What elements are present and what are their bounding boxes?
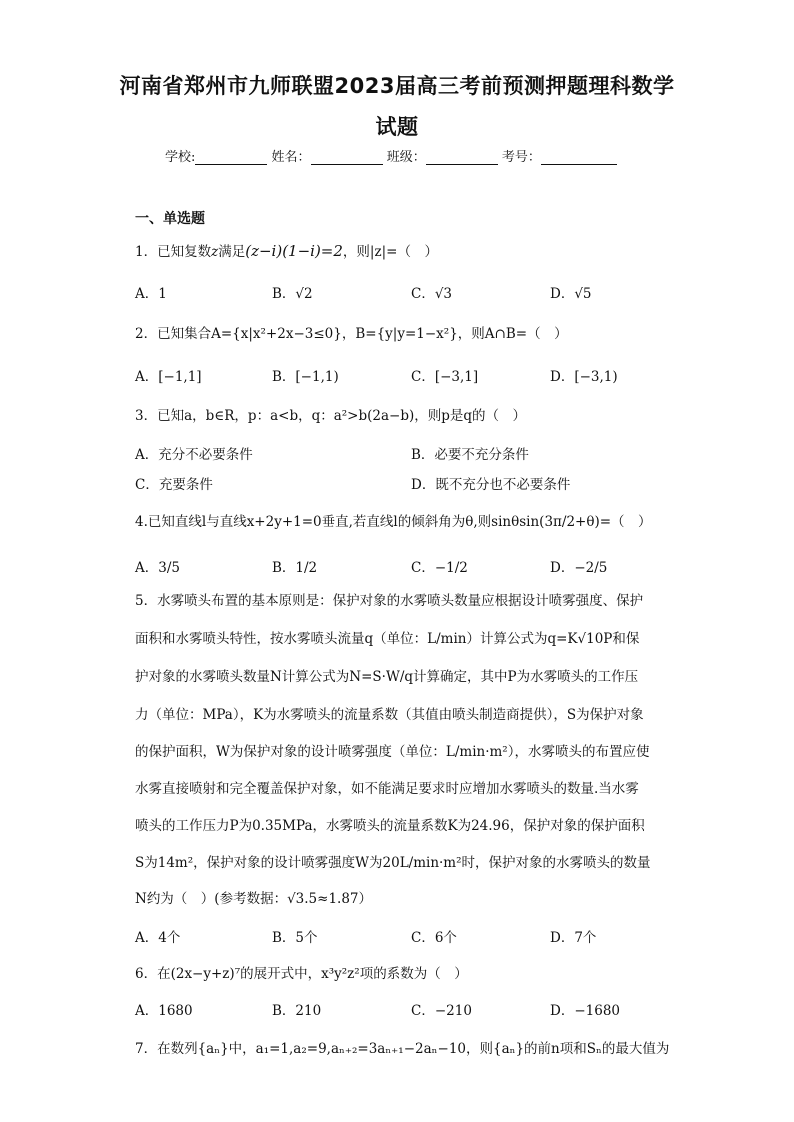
name-field[interactable]: [311, 150, 383, 165]
page-title-line2: 试题: [375, 115, 419, 139]
class-label: 班级：: [386, 150, 426, 165]
question-5-line-5: 的保护面积，W为保护对象的设计喷雾强度（单位：L/min·m²），水雾喷头的布置应使: [135, 744, 650, 760]
question-3: 3．已知a，b∈R，p：a<b，q：a²>b(2a−b)，则p是q的（ ）: [135, 408, 527, 424]
q5-option-c[interactable]: C．6个: [411, 930, 457, 946]
question-2: 2．已知集合A={x|x²+2x−3≤0}，B={y|y=1−x²}，则A∩B=（ ）: [135, 326, 568, 342]
q3-option-c[interactable]: C．充要条件: [135, 477, 213, 493]
question-6: 6．在(2x−y+z)⁷的展开式中，x³y²z²项的系数为（ ）: [135, 966, 468, 982]
question-5-line-8: S为14m²，保护对象的设计喷雾强度W为20L/min·m²时，保护对象的水雾喷头的数量: [135, 855, 651, 871]
q6-option-a[interactable]: A．1680: [135, 1003, 193, 1019]
q6-option-b[interactable]: B．210: [272, 1003, 322, 1019]
question-7: 7．在数列{aₙ}中，a₁=1,a₂=9,aₙ₊₂=3aₙ₊₁−2aₙ−10，则{aₙ}的前n项和Sₙ的最大值为: [135, 1041, 670, 1057]
question-4: 4.已知直线l与直线x+2y+1=0垂直,若直线l的倾斜角为θ,则sinθsin(3π/2+θ)=（ ）: [135, 514, 652, 530]
q2-option-b[interactable]: B．[−1,1): [272, 369, 339, 385]
q1-option-c[interactable]: C．√3: [411, 286, 453, 302]
question-5-line-7: 喷头的工作压力P为0.35MPa，水雾喷头的流量系数K为24.96，保护对象的保护面积: [135, 818, 645, 834]
question-5-line-9: N约为（ ）(参考数据：√3.5≈1.87）: [135, 891, 373, 907]
q6-option-d[interactable]: D．−1680: [550, 1003, 620, 1019]
q3-option-b[interactable]: B．必要不充分条件: [411, 447, 529, 463]
question-5-line-2: 面积和水雾喷头特性，按水雾喷头流量q（单位：L/min）计算公式为q=K√10P和保: [135, 631, 640, 647]
q5-option-a[interactable]: A．4个: [135, 930, 181, 946]
q5-option-d[interactable]: D．7个: [550, 930, 597, 946]
page-title: 河南省郑州市九师联盟2023届高三考前预测押题理科数学: [119, 74, 675, 98]
q1-option-b[interactable]: B．√2: [272, 286, 313, 302]
q3-option-a[interactable]: A．充分不必要条件: [135, 447, 253, 463]
section-heading: 一、单选题: [135, 211, 205, 227]
question-5-line-1: 5．水雾喷头布置的基本原则是：保护对象的水雾喷头数量应根据设计喷雾强度、保护: [135, 593, 644, 609]
school-label: 学校:: [165, 150, 196, 165]
name-label: 姓名：: [271, 150, 311, 165]
id-field[interactable]: [541, 150, 617, 165]
q4-option-c[interactable]: C．−1/2: [411, 560, 468, 576]
class-field[interactable]: [426, 150, 498, 165]
q1-option-a[interactable]: A．1: [135, 286, 167, 302]
id-label: 考号：: [501, 150, 541, 165]
q2-option-a[interactable]: A．[−1,1]: [135, 369, 202, 385]
q5-option-b[interactable]: B．5个: [272, 930, 318, 946]
question-5-line-4: 力（单位：MPa），K为水雾喷头的流量系数（其值由喷头制造商提供），S为保护对象: [135, 707, 644, 723]
school-field[interactable]: [195, 150, 267, 165]
q4-option-b[interactable]: B．1/2: [272, 560, 318, 576]
q3-option-d[interactable]: D．既不充分也不必要条件: [411, 477, 571, 493]
student-info-row: [165, 146, 617, 165]
question-5-line-3: 护对象的水雾喷头数量N计算公式为N=S·W/q计算确定，其中P为水雾喷头的工作压: [135, 669, 639, 685]
question-5-line-6: 水雾直接喷射和完全覆盖保护对象，如不能满足要求时应增加水雾喷头的数量.当水雾: [135, 781, 639, 797]
question-1: 1．已知复数z满足(z−i)(1−i)=2，则|z|=（ ）: [135, 242, 438, 260]
q1-option-d[interactable]: D．√5: [550, 286, 592, 302]
q4-option-a[interactable]: A．3/5: [135, 560, 180, 576]
q2-option-d[interactable]: D．[−3,1): [550, 369, 618, 385]
q6-option-c[interactable]: C．−210: [411, 1003, 472, 1019]
q4-option-d[interactable]: D．−2/5: [550, 560, 608, 576]
q2-option-c[interactable]: C．[−3,1]: [411, 369, 479, 385]
